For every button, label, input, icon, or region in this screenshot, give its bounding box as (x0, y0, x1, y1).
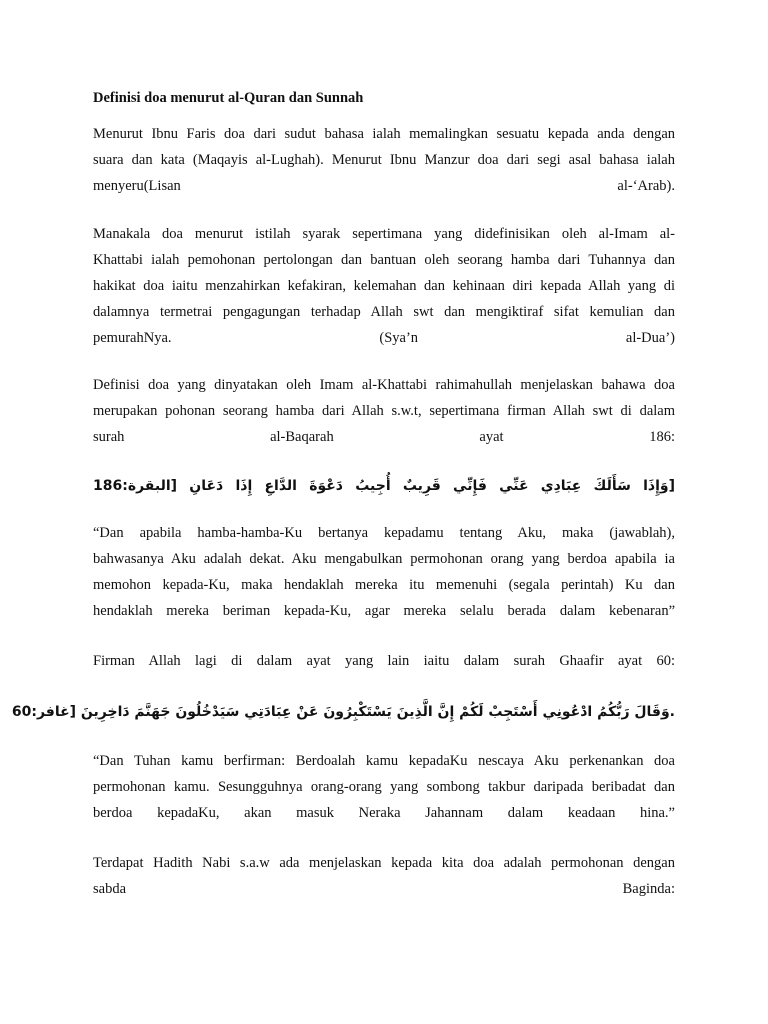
paragraph-line: menyeru(Lisan al-‘Arab). (93, 178, 675, 194)
paragraph-line: merupakan pohonan seorang hamba dari Allah s.w.t, sepertimana firman Allah swt di dalam (93, 403, 675, 419)
paragraph-khattabi (93, 372, 675, 450)
paragraph-line: pemurahNya. (Sya’n al-Dua’) (93, 330, 675, 346)
arabic-verse-ghaafir: .وَقَالَ رَبُّكُمُ ادْعُونِي أَسْتَجِبْ لَكُمْ إِنَّ الَّذِينَ يَسْتَكْبِرُونَ عَنْ عِبَادَتِي سَيَدْخُلُونَ جَهَنَّمَ دَاخِرِينَ [غافر:60 (11, 704, 675, 720)
paragraph-translation-baqarah (93, 520, 675, 624)
paragraph-line: “Dan Tuhan kamu berfirman: Berdoalah kamu kepadaKu nescaya Aku perkenankan doa (93, 753, 675, 769)
paragraph-line: Terdapat Hadith Nabi s.a.w ada menjelaskan kepada kita doa adalah permohonan dengan (93, 855, 675, 871)
paragraph-line: suara dan kata (Maqayis al-Lughah). Menurut Ibnu Manzur doa dari segi asal bahasa ialah (93, 152, 675, 168)
paragraph-translation-ghaafir (93, 748, 675, 826)
paragraph-line: sabda Baginda: (93, 881, 675, 897)
paragraph-line: hendaklah mereka beriman kepada-Ku, agar mereka selalu berada dalam kebenaran” (93, 603, 675, 619)
paragraph-line: memohon kepada-Ku, maka hendaklah mereka itu memenuhi (segala perintah) Ku dan (93, 577, 675, 593)
paragraph-line: Menurut Ibnu Faris doa dari sudut bahasa ialah memalingkan sesuatu kepada anda dengan (93, 126, 675, 142)
paragraph-ghaafir-intro (93, 648, 675, 674)
paragraph-line: “Dan apabila hamba-hamba-Ku bertanya kepadamu tentang Aku, maka (jawablah), (93, 525, 675, 541)
paragraph-line: Manakala doa menurut istilah syarak sepertimana yang didefinisikan oleh al-Imam al- (93, 226, 675, 242)
paragraph-line: hakikat doa iaitu menzahirkan kefakiran, kelemahan dan kehinaan diri kepada Allah yang di (93, 278, 675, 294)
paragraph-line: berdoa kepadaKu, akan masuk Neraka Jahannam dalam keadaan hina.” (93, 805, 675, 821)
section-heading: Definisi doa menurut al-Quran dan Sunnah (93, 90, 364, 106)
paragraph-definition-syarak (93, 221, 675, 351)
paragraph-line: Firman Allah lagi di dalam ayat yang lain iaitu dalam surah Ghaafir ayat 60: (93, 653, 675, 669)
paragraph-hadith-intro (93, 850, 675, 902)
paragraph-line: Khattabi ialah pemohonan pertolongan dan bantuan oleh seorang hamba dari Tuhannya dan (93, 252, 675, 268)
arabic-verse-baqarah: [وَإِذَا سَأَلَكَ عِبَادِي عَنِّي فَإِنِّي قَرِيبٌ أُجِيبُ دَعْوَةَ الدَّاعِ إِذَا دَعَانِ [البقرة:186 (93, 478, 675, 494)
paragraph-line: bahwasanya Aku adalah dekat. Aku mengabulkan permohonan orang yang berdoa apabila ia (93, 551, 675, 567)
paragraph-line: surah al-Baqarah ayat 186: (93, 429, 675, 445)
paragraph-line: permohonan kamu. Sesungguhnya orang-orang yang sombong takbur daripada beribadat dan (93, 779, 675, 795)
paragraph-line: dalamnya termetrai pengagungan terhadap Allah swt dan mengiktiraf sifat kemulian dan (93, 304, 675, 320)
paragraph-definition-language (93, 121, 675, 199)
paragraph-line: Definisi doa yang dinyatakan oleh Imam al-Khattabi rahimahullah menjelaskan bahawa doa (93, 377, 675, 393)
